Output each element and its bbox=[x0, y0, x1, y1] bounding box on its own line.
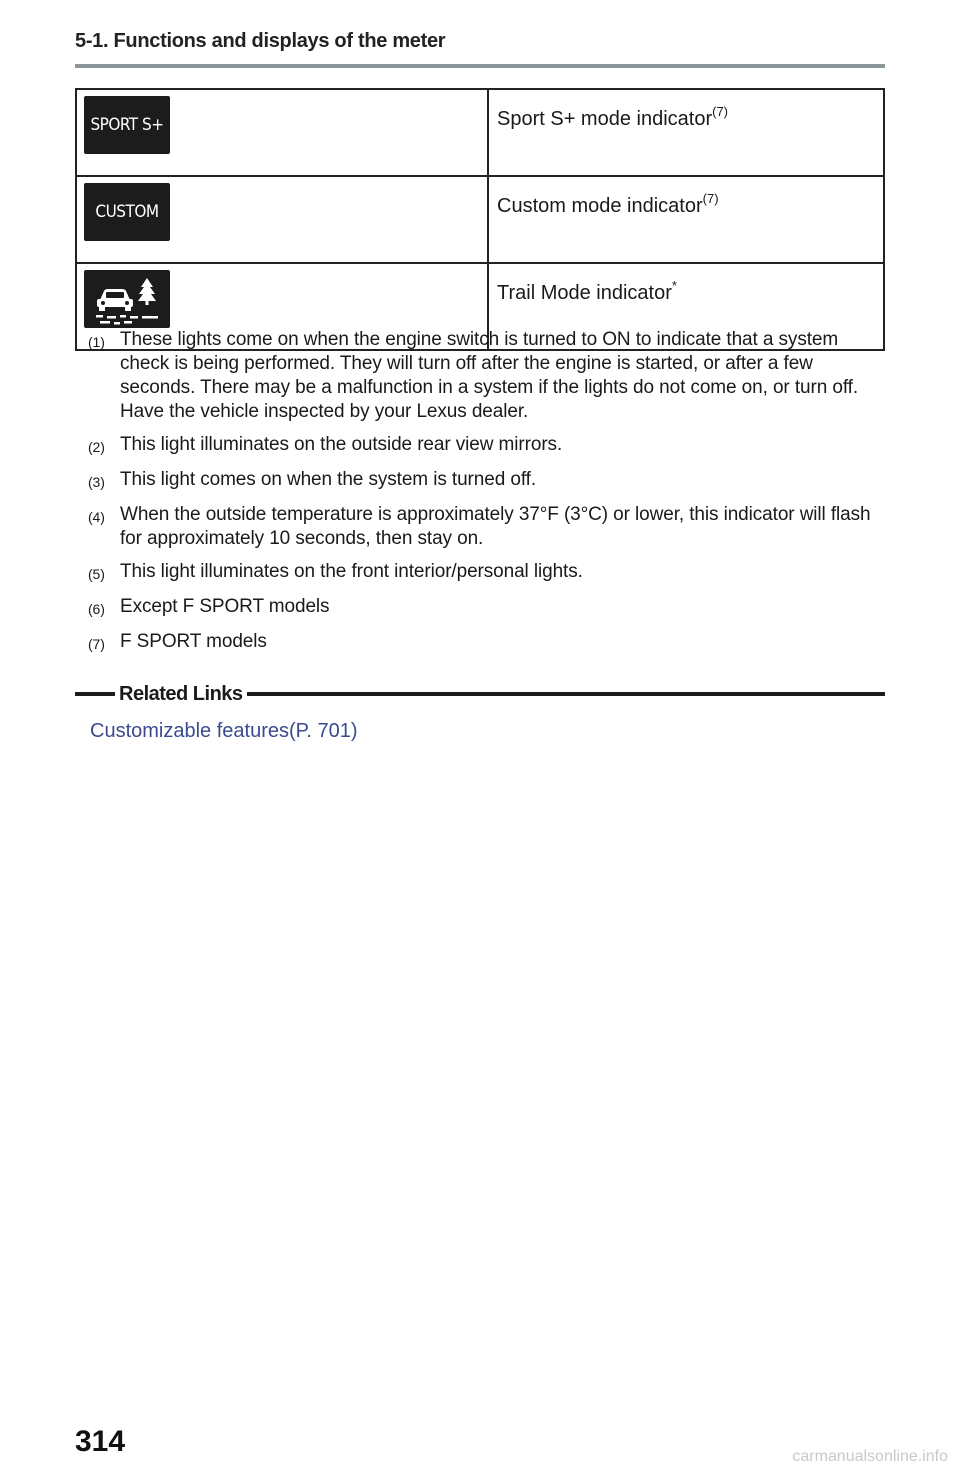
related-links-title: Related Links bbox=[119, 682, 243, 705]
footnote-ref: (7) bbox=[712, 104, 729, 119]
indicator-description-cell bbox=[488, 176, 884, 263]
list-item bbox=[88, 560, 888, 586]
trail-mode-indicator-icon bbox=[84, 270, 170, 328]
trail-mode-icon-graphic bbox=[84, 270, 170, 328]
custom-mode-icon-label: CUSTOM bbox=[95, 202, 159, 222]
custom-mode-indicator-icon bbox=[84, 183, 170, 241]
footnote-text: This light comes on when the system is turned off. bbox=[120, 469, 537, 490]
footnote-text: These lights come on when the engine switch is turned to ON to indicate that a system check is being performed. They will turn off after the engine is started, or after a few seconds. There may be a malfunction in a system if the lights do not come on, or turn off. Have the vehicle inspected by your Lexus dealer. bbox=[120, 329, 859, 422]
list-item bbox=[88, 468, 888, 494]
footnote-text: This light illuminates on the front interior/personal lights. bbox=[120, 561, 583, 582]
table-row bbox=[76, 176, 884, 263]
list-item bbox=[88, 630, 888, 656]
footnote-number: (4) bbox=[88, 509, 105, 525]
table-row bbox=[76, 89, 884, 176]
footnote-number: (1) bbox=[88, 334, 105, 350]
footnote-number: (2) bbox=[88, 439, 105, 455]
footnote-text: Except F SPORT models bbox=[120, 596, 330, 617]
list-item bbox=[88, 328, 888, 424]
indicator-description: Trail Mode indicator bbox=[497, 282, 672, 304]
list-item bbox=[88, 503, 888, 551]
footnote-text: When the outside temperature is approximately 37°F (3°C) or lower, this indicator will flash for approximately 10 seconds, then stay on. bbox=[120, 504, 871, 549]
page-number: 314 bbox=[75, 1425, 126, 1458]
indicator-icon-cell bbox=[76, 89, 488, 176]
indicator-table bbox=[75, 88, 885, 351]
footnote-number: (7) bbox=[88, 636, 105, 652]
footnotes-list bbox=[88, 328, 888, 665]
page-header-title: 5-1. Functions and displays of the meter bbox=[75, 30, 446, 52]
indicator-description: Sport S+ mode indicator bbox=[497, 108, 713, 130]
heading-rule-left bbox=[75, 692, 115, 696]
site-watermark: carmanualsonline.info bbox=[792, 1448, 948, 1465]
indicator-description: Custom mode indicator bbox=[497, 195, 703, 217]
footnote-number: (3) bbox=[88, 474, 105, 490]
footnote-ref: (7) bbox=[702, 191, 719, 206]
related-links-heading bbox=[75, 680, 885, 708]
indicator-description-cell bbox=[488, 89, 884, 176]
sport-s-plus-indicator-icon bbox=[84, 96, 170, 154]
footnote-text: This light illuminates on the outside rear view mirrors. bbox=[120, 434, 563, 455]
heading-rule-right bbox=[247, 692, 885, 696]
customizable-features-link[interactable]: Customizable features(P. 701) bbox=[90, 720, 358, 742]
list-item bbox=[88, 595, 888, 621]
indicator-icon-cell bbox=[76, 176, 488, 263]
footnote-text: F SPORT models bbox=[120, 631, 267, 652]
footnote-number: (5) bbox=[88, 566, 105, 582]
footnote-number: (6) bbox=[88, 601, 105, 617]
footnote-ref: * bbox=[671, 278, 677, 293]
sport-s-plus-icon-label: SPORT S+ bbox=[90, 115, 164, 135]
header-divider bbox=[75, 64, 885, 68]
list-item bbox=[88, 433, 888, 459]
